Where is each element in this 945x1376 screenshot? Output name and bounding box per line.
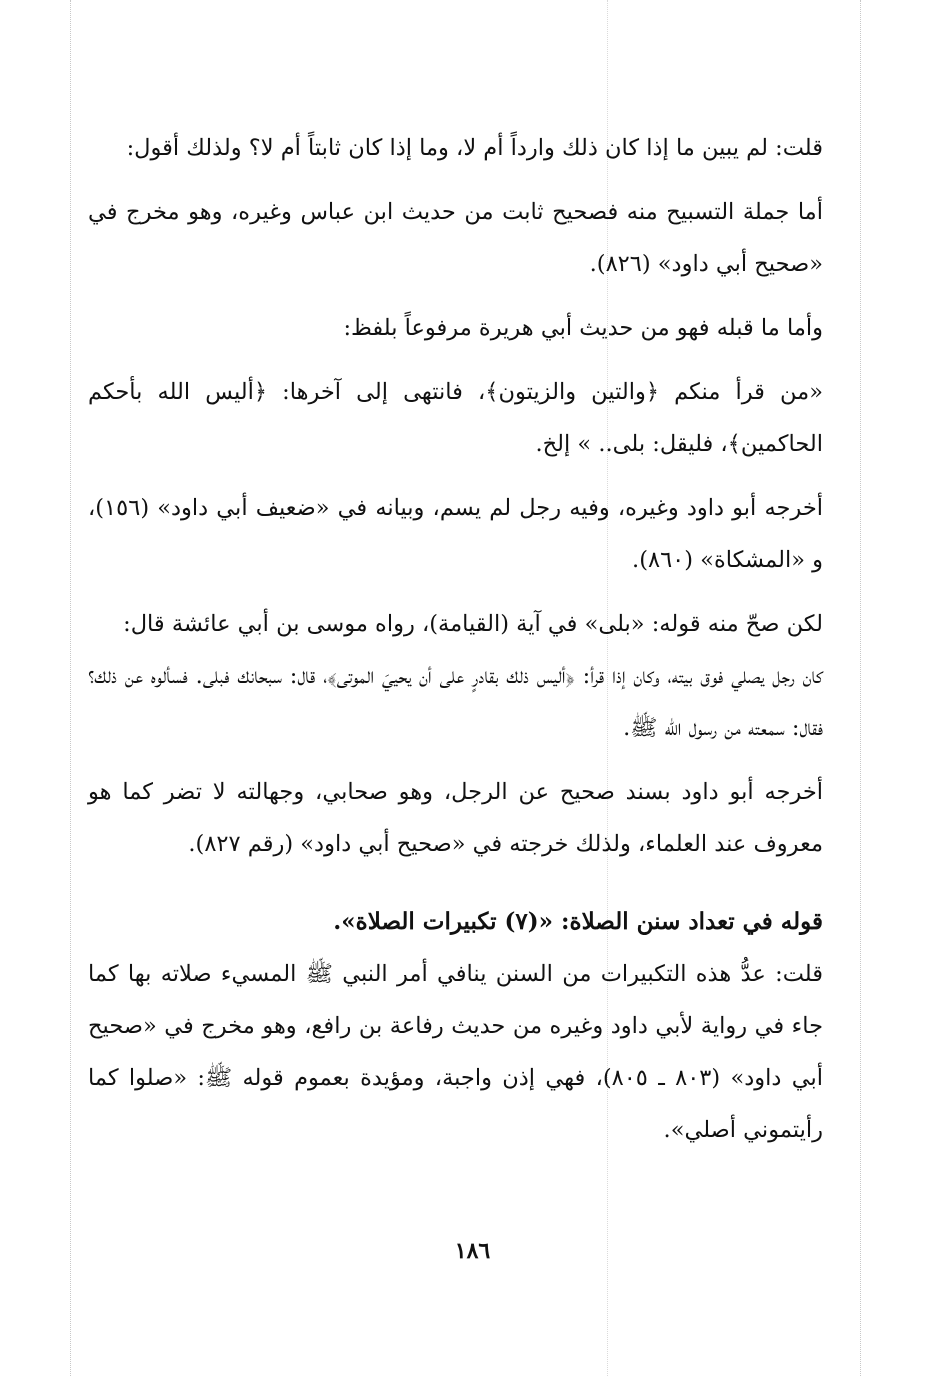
hadith-quote-2: كان رجل يصلي فوق بيته، وكان إذا قرأ: ﴿أليس ذلك بقادرٍ على أن يحييَ الموتى﴾، قال: سبحانك فبلى. فسألوه عن ذلك؟ فقال: سمعته من رسول الله ﷺ. (88, 663, 823, 741)
paragraph-7: قلت: عدُّ هذه التكبيرات من السنن ينافي أمر النبي ﷺ المسيء صلاته بها كما جاء في رواية لأبي داود وغيره من حديث رفاعة بن رافع، وهو مخرج في «صحيح أبي داود» (٨٠٣ ـ ٨٠٥)، فهي إذن واجبة، ومؤيدة بعموم قوله ﷺ: «صلوا كما رأيتموني أصلي». (88, 961, 823, 1143)
scan-guide-right (860, 0, 861, 1376)
paragraph-5: لكن صحّ منه قوله: «بلى» في آية (القيامة)، رواه موسى بن أبي عائشة قال: (123, 611, 823, 637)
paragraph-4: أخرجه أبو داود وغيره، وفيه رجل لم يسم، وبيانه في «ضعيف أبي داود» (١٥٦)، و «المشكاة» (٨٦٠). (88, 495, 823, 573)
paragraph-1: قلت: لم يبين ما إذا كان ذلك وارداً أم لا، وما إذا كان ثابتاً أم لا؟ ولذلك أقول: (126, 135, 823, 161)
paragraph-3: وأما ما قبله فهو من حديث أبي هريرة مرفوعاً بلفظ: (343, 315, 823, 341)
paragraph-6: أخرجه أبو داود بسند صحيح عن الرجل، وهو صحابي، وجهالته لا تضر كما هو معروف عند العلماء، ولذلك خرجته في «صحيح أبي داود» (رقم ٨٢٧). (88, 779, 823, 857)
page-number: ١٨٦ (454, 1238, 491, 1264)
page-body (88, 122, 823, 1156)
section-heading: قوله في تعداد سنن الصلاة: «(٧) تكبيرات الصلاة». (333, 908, 823, 935)
hadith-quote-1: «من قرأ منكم ﴿والتين والزيتون﴾، فانتهى إلى آخرها: ﴿أليس الله بأحكم الحاكمين﴾، فليقل: بلى.. » إلخ. (88, 379, 823, 457)
paragraph-2: أما جملة التسبيح منه فصحيح ثابت من حديث ابن عباس وغيره، وهو مخرج في «صحيح أبي داود» (٨٢٦). (88, 199, 823, 277)
scan-guide-left (70, 0, 71, 1376)
